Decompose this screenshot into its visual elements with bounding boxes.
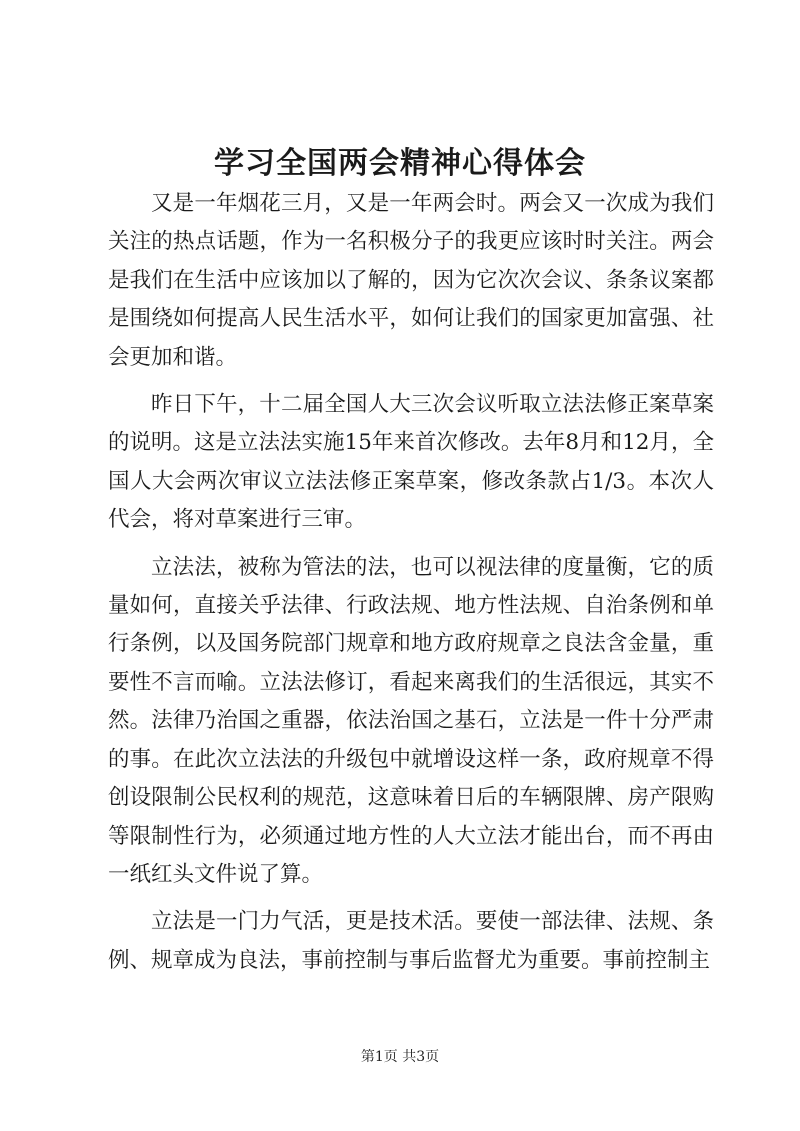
page-title: 学习全国两会精神心得体会: [214, 146, 586, 181]
paragraph-1: 又是一年烟花三月，又是一年两会时。两会又一次成为我们关注的热点话题，作为一名积极分子的我更应该时时关注。两会是我们在生活中应该加以了解的，因为它次次会议、条条议案都是围绕如何提高人民生活水平，如何让我们的国家更加富强、社会更加和谐。: [108, 191, 714, 370]
page-number-footer: 第1页 共3页: [360, 1049, 440, 1065]
paragraph-3: 立法法，被称为管法的法，也可以视法律的度量衡，它的质量如何，直接关乎法律、行政法规、地方性法规、自治条例和单行条例，以及国务院部门规章和地方政府规章之良法含金量，重要性不言而喻。立法法修订，看起来离我们的生活很远，其实不然。法律乃治国之重器，依法治国之基石，立法是一件十分严肃的事。在此次立法法的升级包中就增设这样一条，政府规章不得创设限制公民权利的规范，这意味着日后的车辆限牌、房产限购等限制性行为，必须通过地方性的人大立法才能出台，而不再由一纸红头文件说了算。: [108, 554, 714, 887]
paragraph-2: 昨日下午，十二届全国人大三次会议听取立法法修正案草案的说明。这是立法法实施15年来首次修改。去年8月和12月，全国人大会两次审议立法法修正案草案，修改条款占1/3。本次人代会，将对草案进行三审。: [108, 392, 714, 533]
document-body: [108, 185, 714, 989]
paragraph-4: 立法是一门力气活，更是技术活。要使一部法律、法规、条例、规章成为良法，事前控制与事后监督尤为重要。事前控制主: [108, 909, 714, 973]
